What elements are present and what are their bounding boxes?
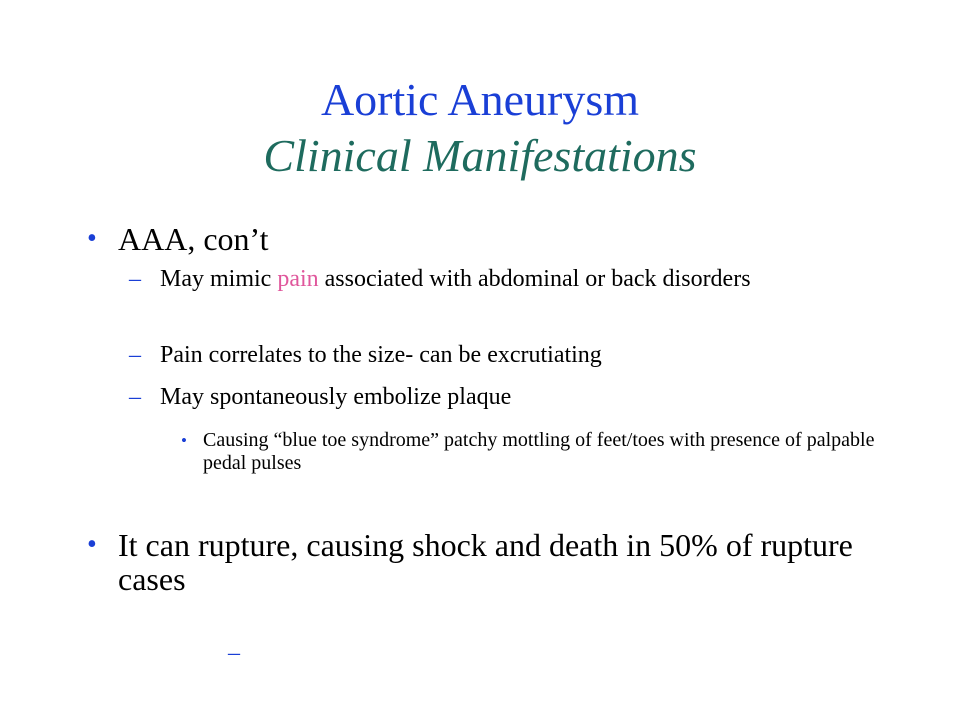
bullet-marker: •: [87, 529, 97, 560]
title-subtitle: Clinical Manifestations: [263, 130, 697, 181]
subbullet-text: Pain correlates to the size- can be excrutiating: [160, 342, 602, 368]
bullet-text: It can rupture, causing shock and death in 50% of rupture cases: [118, 527, 853, 597]
bullet-rupture: [87, 527, 898, 597]
subbullet-text-before: May mimic: [160, 266, 278, 292]
slide-title: [0, 72, 960, 184]
subbullet-marker: –: [129, 384, 141, 410]
subbullet-text: May spontaneously embolize plaque: [160, 384, 512, 410]
subbullet-marker: –: [129, 342, 141, 368]
subsubbullet-marker: •: [181, 431, 187, 450]
subbullet-marker: –: [129, 266, 141, 292]
subbullet-embolize: [129, 384, 880, 411]
bullet-text: AAA, con’t: [118, 221, 269, 257]
highlight-pain: pain: [277, 266, 319, 292]
bullet-aaa-cont: [87, 221, 918, 257]
title-main: Aortic Aneurysm: [320, 74, 640, 125]
bullet-marker: •: [87, 223, 97, 254]
subbullet-pain-size: [129, 342, 880, 369]
subbullet-mimic-pain: [129, 266, 860, 293]
subsubbullet-text: Causing “blue toe syndrome” patchy mottling of feet/toes with presence of palpable pedal pulses: [203, 429, 875, 474]
subbullet-text-after: associated with abdominal or back disorders: [318, 266, 751, 292]
subsubbullet-blue-toe: [181, 429, 893, 475]
empty-subbullet-marker: –: [228, 640, 240, 666]
